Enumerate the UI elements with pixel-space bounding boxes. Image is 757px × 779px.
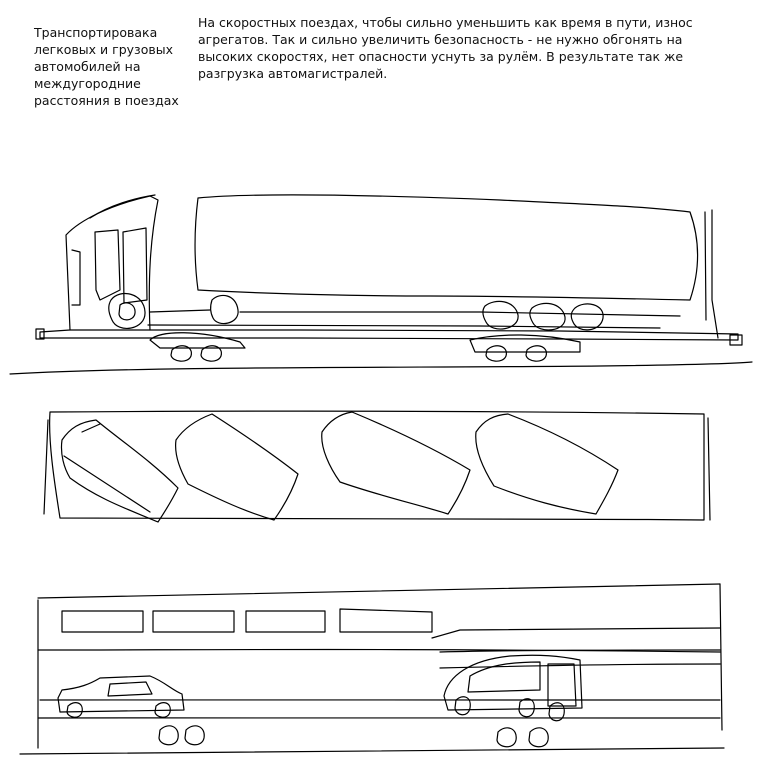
truck-cab-window	[95, 230, 120, 300]
small-car-body	[58, 676, 184, 712]
railcar-top-rail	[38, 584, 722, 748]
wagon-outline	[50, 411, 704, 520]
truck-front-wheel	[109, 294, 145, 329]
wagon-car-4	[476, 414, 618, 514]
trailer-box	[195, 195, 698, 300]
trailer-wheel-1	[211, 295, 239, 323]
ground-line-3	[20, 748, 724, 754]
railcar-window-3	[246, 611, 325, 632]
bogie-wheel-7	[497, 728, 516, 747]
trailer-frame-rail	[150, 310, 680, 316]
ground-line-1	[10, 362, 752, 374]
railcar-lower-line	[40, 699, 720, 700]
railcar-roof-line	[38, 584, 720, 598]
trailer-wheel-3	[530, 303, 565, 330]
wagon-end-right	[708, 418, 710, 520]
flatcar-deck	[40, 330, 738, 340]
railcar-window-4	[340, 609, 432, 632]
wagon-car-1	[61, 420, 178, 522]
bogie-wheel-3	[486, 346, 506, 361]
railcar-window-2	[153, 611, 234, 632]
bogie-wheel-5	[159, 726, 178, 745]
railcar-roof-step	[432, 628, 720, 638]
passenger-car-with-cars-drawing	[20, 584, 724, 754]
flatcar-end-post	[712, 210, 718, 338]
railcar-floor-line	[38, 717, 720, 718]
small-car-wheel-front	[67, 703, 82, 718]
wagon-car-2	[176, 414, 298, 520]
small-car-window	[108, 682, 152, 696]
bogie-frame-right	[470, 335, 580, 352]
trailer-wheel-2	[483, 301, 518, 329]
caption-left: Транспортировака легковых и грузовых автомобилей на междугородние расстояния в поездах	[34, 25, 179, 108]
truck-front-wheel-hub	[119, 303, 135, 320]
truck-cab-grille	[72, 250, 80, 305]
railcar-window-1	[62, 611, 143, 632]
bogie-wheel-8	[529, 728, 548, 747]
caption-right: На скоростных поездах, чтобы сильно уменьшить как время в пути, износ агрегатов. Так и сильно увеличить безопасность - не нужно обгонять на высоких скоростях, нет опасности уснуть за рулём. В результате так же разгрузка автомагистралей.	[198, 15, 693, 81]
flatcar-end-post-2	[705, 212, 706, 320]
truck-cab-door	[123, 228, 147, 303]
bogie-wheel-4	[526, 346, 546, 361]
wagon-car-3	[322, 412, 470, 514]
bogie-wheel-6	[185, 726, 204, 745]
bogie-frame-left	[150, 333, 245, 348]
wagon-car-1-detail	[64, 424, 150, 512]
truck-cab-roof	[90, 195, 155, 218]
large-car-wheel-rear	[519, 699, 534, 717]
cars-in-wagon-drawing	[44, 411, 710, 522]
truck-on-flatcar-drawing	[10, 195, 752, 374]
wagon-end-left	[44, 420, 48, 514]
trailer-frame-lower	[148, 325, 660, 328]
trailer-wheel-4	[571, 304, 603, 330]
